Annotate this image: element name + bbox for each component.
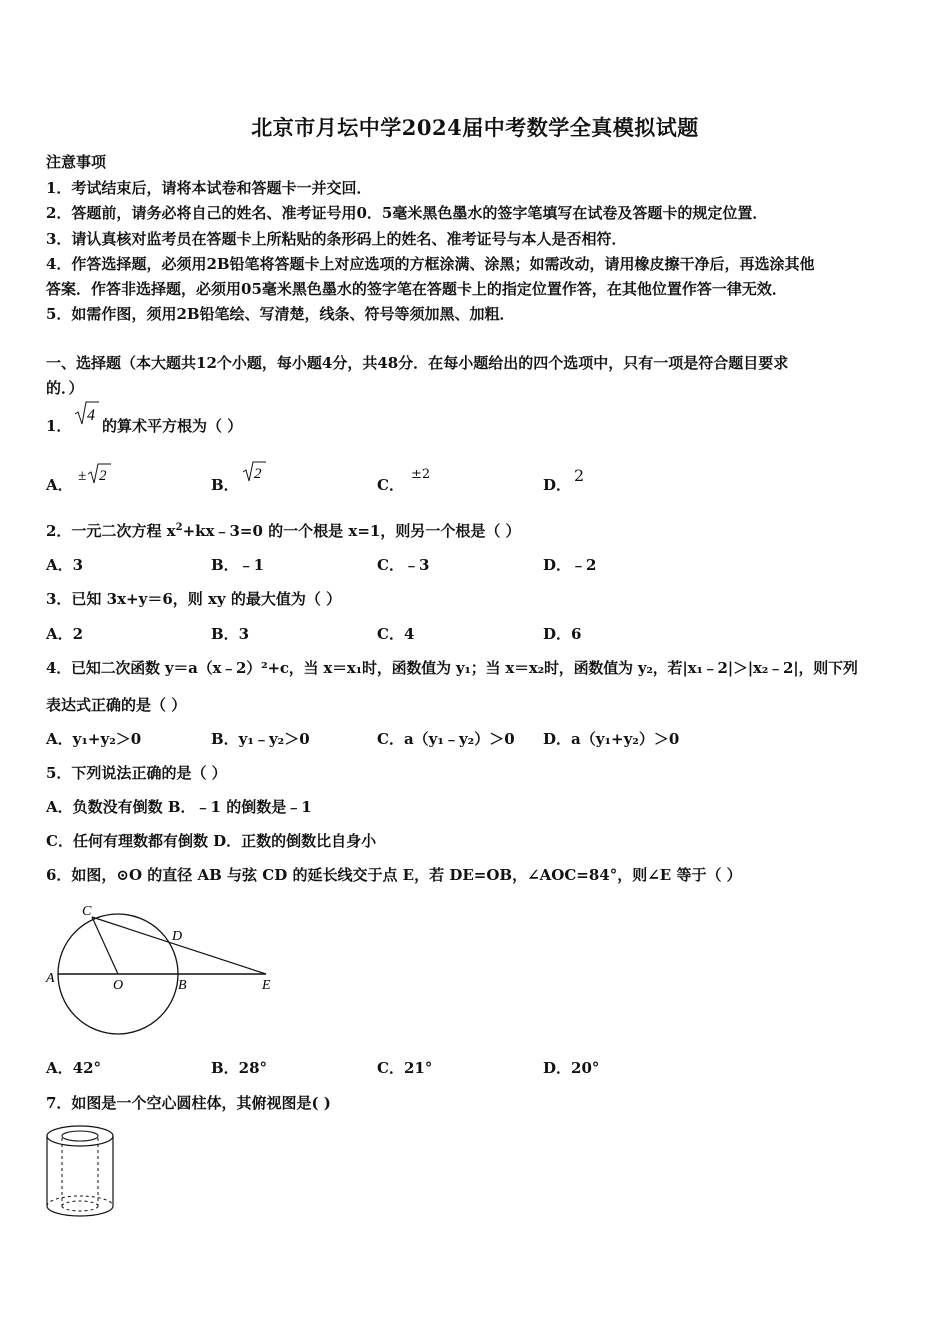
q1-option-a-value bbox=[78, 460, 118, 492]
q3-option-d[interactable]: D．6 bbox=[543, 625, 582, 643]
q4-option-a[interactable]: A．y₁+y₂＞0 bbox=[46, 730, 142, 748]
q5-options-row-2[interactable]: C．任何有理数都有倒数 D．正数的倒数比自身小 bbox=[46, 832, 377, 850]
label-o: O bbox=[113, 978, 124, 993]
q3-stem: 3．已知 3x+y＝6，则 xy 的最大值为（ ） bbox=[46, 590, 342, 608]
q1-stem: 的算术平方根为（ ） bbox=[102, 417, 243, 435]
q1-number: 1． bbox=[46, 417, 72, 435]
notice-item: 答案．作答非选择题，必须用05毫米黑色墨水的签字笔在答题卡上的指定位置作答，在其他位置作答一律无效． bbox=[46, 280, 787, 298]
q7-stem: 7．如图是一个空心圆柱体，其俯视图是( ) bbox=[46, 1094, 331, 1112]
page-title: 北京市月坛中学2024届中考数学全真模拟试题 bbox=[251, 115, 699, 140]
q1-option-c-value: ±2 bbox=[411, 467, 431, 482]
q2-option-d[interactable]: D．﹣2 bbox=[543, 556, 597, 574]
q1-option-b-value bbox=[242, 458, 270, 490]
q6-option-d[interactable]: D．20° bbox=[543, 1059, 600, 1077]
section-heading: 一、选择题（本大题共12个小题，每小题4分，共48分．在每小题给出的四个选项中，只有一项是符合题目要求 bbox=[46, 354, 789, 372]
q3-option-a[interactable]: A．2 bbox=[46, 625, 84, 643]
circle-figure bbox=[40, 896, 290, 1045]
notice-heading: 注意事项 bbox=[46, 153, 107, 171]
label-c: C bbox=[82, 904, 92, 919]
q5-stem: 5．下列说法正确的是（ ） bbox=[46, 764, 227, 782]
plus-minus-sign: ± bbox=[78, 468, 87, 484]
q1-option-c-label[interactable]: C． bbox=[377, 476, 404, 494]
radius-oc bbox=[92, 917, 118, 974]
q1-option-b-label[interactable]: B． bbox=[211, 476, 239, 494]
q4-option-c[interactable]: C．a（y₁﹣y₂）＞0 bbox=[377, 730, 515, 748]
q5-options-row-1[interactable]: A．负数没有倒数 B．﹣1 的倒数是﹣1 bbox=[46, 798, 312, 816]
q6-option-c[interactable]: C．21° bbox=[377, 1059, 433, 1077]
q4-stem-cont: 表达式正确的是（ ） bbox=[46, 696, 187, 714]
q6-stem: 6．如图，⊙O 的直径 AB 与弦 CD 的延长线交于点 E，若 DE=OB，∠AOC=84°，则∠E 等于（ ） bbox=[46, 866, 742, 884]
q2-option-b[interactable]: B．﹣1 bbox=[211, 556, 265, 574]
q4-stem: 4．已知二次函数 y＝a（x﹣2）²+c，当 x＝x₁时，函数值为 y₁；当 x＝x₂时，函数值为 y₂，若|x₁﹣2|＞|x₂﹣2|，则下列 bbox=[46, 659, 858, 677]
notice-item: 5．如需作图，须用2B铅笔绘、写清楚，线条、符号等须加黑、加粗． bbox=[46, 305, 515, 323]
q1-option-d-label[interactable]: D． bbox=[543, 476, 572, 494]
notice-item: 1．考试结束后，请将本试卷和答题卡一并交回． bbox=[46, 179, 372, 197]
q4-option-d[interactable]: D．a（y₁+y₂）＞0 bbox=[543, 730, 680, 748]
q6-option-a[interactable]: A．42° bbox=[46, 1059, 102, 1077]
q2-stem-part: 2．一元二次方程 x bbox=[46, 522, 176, 540]
q3-option-c[interactable]: C．4 bbox=[377, 625, 415, 643]
q1-option-d-value: 2 bbox=[574, 466, 585, 485]
radical-sign-icon bbox=[74, 399, 100, 427]
q2-stem-part: +kx﹣3=0 的一个根是 x=1，则另一个根是（ ） bbox=[182, 522, 521, 540]
q2-option-c[interactable]: C．﹣3 bbox=[377, 556, 430, 574]
radicand: 2 bbox=[254, 466, 262, 482]
exponent: 2 bbox=[175, 522, 183, 533]
label-d: D bbox=[172, 929, 183, 944]
radicand: 2 bbox=[99, 468, 107, 484]
q3-option-b[interactable]: B．3 bbox=[211, 625, 250, 643]
label-a: A bbox=[46, 971, 55, 986]
q2-option-a[interactable]: A．3 bbox=[46, 556, 84, 574]
radicand: 4 bbox=[87, 407, 95, 424]
label-b: B bbox=[178, 978, 187, 993]
notice-item: 2．答题前，请务必将自己的姓名、准考证号用0．5毫米黑色墨水的签字笔填写在试卷及答题卡的规定位置． bbox=[46, 204, 768, 222]
secant-ce bbox=[92, 917, 266, 974]
q1-option-a-label[interactable]: A． bbox=[46, 476, 73, 494]
section-heading-cont: 的．） bbox=[46, 379, 84, 397]
q4-option-b[interactable]: B．y₁﹣y₂＞0 bbox=[211, 730, 310, 748]
q6-option-b[interactable]: B．28° bbox=[211, 1059, 268, 1077]
q2-stem bbox=[46, 520, 521, 541]
label-e: E bbox=[262, 978, 271, 993]
notice-item: 3．请认真核对监考员在答题卡上所粘贴的条形码上的姓名、准考证号与本人是否相符． bbox=[46, 230, 627, 248]
sqrt4-expression bbox=[74, 399, 100, 431]
hollow-cylinder-figure bbox=[40, 1120, 125, 1229]
notice-item: 4．作答选择题，必须用2B铅笔将答题卡上对应选项的方框涂满、涂黑；如需改动，请用橡皮擦干净后，再选涂其他 bbox=[46, 255, 815, 273]
